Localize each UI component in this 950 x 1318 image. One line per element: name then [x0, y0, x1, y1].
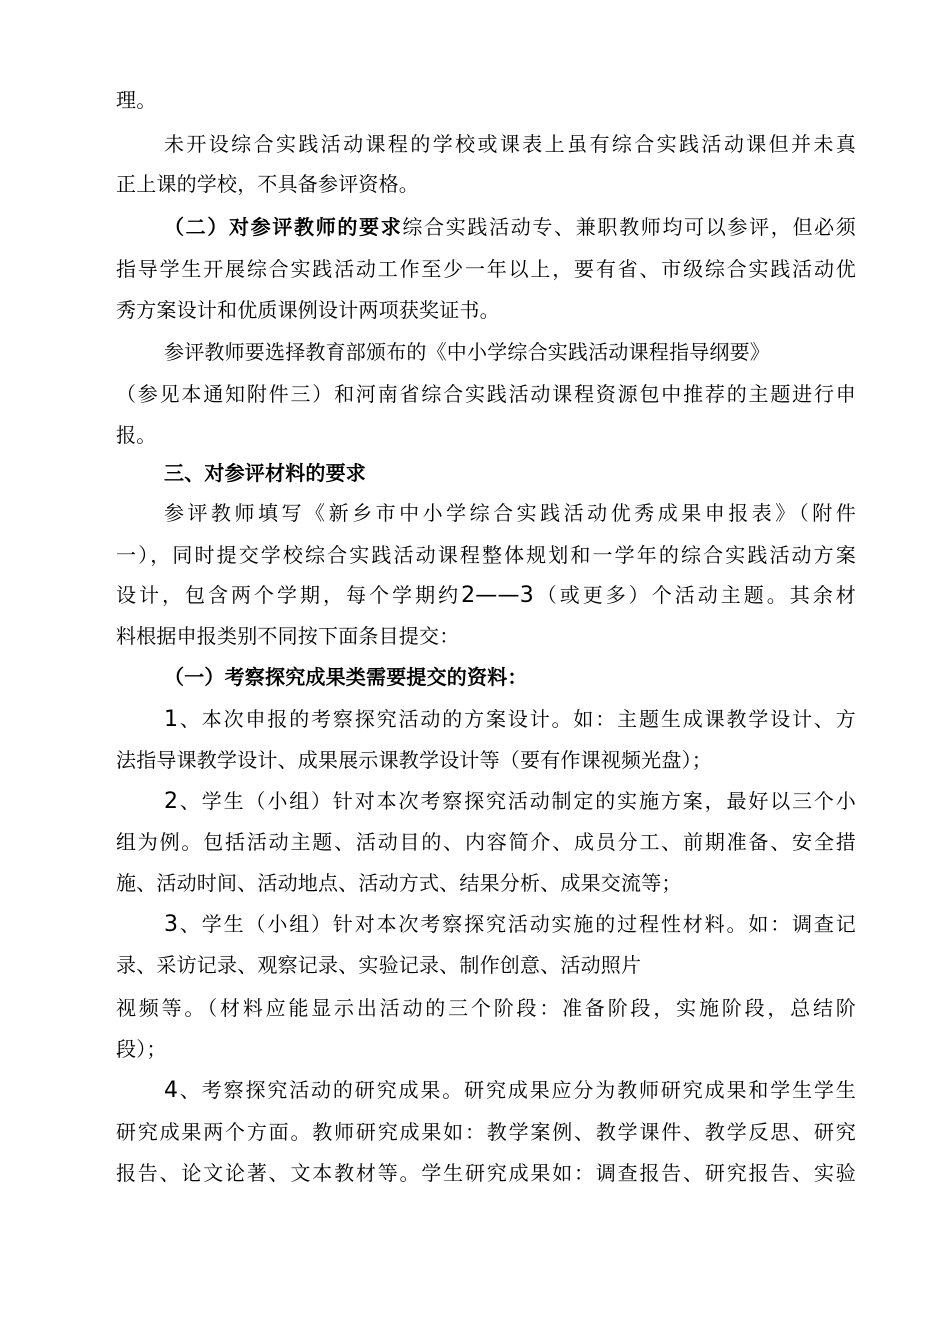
paragraph-line: 3、学生（小组）针对本次考察探究活动实施的过程性材料。如：调查记 [164, 912, 856, 937]
paragraph-line: 参评教师要选择教育部颁布的《中小学综合实践活动课程指导纲要》 [164, 340, 770, 364]
section-heading: 三、对参评材料的要求 [164, 461, 366, 485]
paragraph-line: 参评教师填写《新乡市中小学综合实践活动优秀成果申报表》（附件 [164, 501, 856, 525]
paragraph-line: 视频等。（材料应能显示出活动的三个阶段：准备阶段，实施阶段，总结阶 [116, 996, 856, 1020]
paragraph-line: （参见本通知附件三）和河南省综合实践活动课程资源包中推荐的主题进行申 [116, 382, 856, 406]
paragraph-line: 2、学生（小组）针对本次考察探究活动制定的实施方案，最好以三个小 [164, 789, 856, 814]
paragraph-line: （二）对参评教师的要求综合实践活动专、兼职教师均可以参评，但必须 [164, 215, 857, 239]
paragraph-line: 4、考察探究活动的研究成果。研究成果应分为教师研究成果和学生学生 [164, 1078, 856, 1103]
paragraph-line: 料根据申报类别不同按下面条目提交： [116, 624, 460, 648]
paragraph-line: 报告、论文论著、文本教材等。学生研究成果如：调查报告、研究报告、实验 [116, 1161, 856, 1185]
paragraph-line: 指导学生开展综合实践活动工作至少一年以上，要有省、市级综合实践活动优 [116, 257, 856, 281]
paragraph-line: 设计，包含两个学期，每个学期约2——3（或更多）个活动主题。其余材 [116, 583, 856, 608]
paragraph-line: 秀方案设计和优质课例设计两项获奖证书。 [116, 298, 500, 322]
paragraph-line: 研究成果两个方面。教师研究成果如：教学案例、教学课件、教学反思、研究 [116, 1120, 856, 1144]
paragraph-line: 录、采访记录、观察记录、实验记录、制作创意、活动照片 [116, 953, 642, 977]
paragraph-line: 段）； [116, 1037, 167, 1061]
subheading: （一）考察探究成果类需要提交的资料： [164, 665, 528, 689]
paragraph-line: 一），同时提交学校综合实践活动课程整体规划和一学年的综合实践活动方案 [116, 543, 856, 567]
paragraph-line: 组为例。包括活动主题、活动目的、内容简介、成员分工、前期准备、安全措 [116, 830, 856, 854]
paragraph-line: 法指导课教学设计、成果展示课教学设计等（要有作课视频光盘）； [116, 748, 712, 772]
paragraph-line: 施、活动时间、活动地点、活动方式、结果分析、成果交流等； [116, 871, 682, 895]
paragraph-line: 1、本次申报的考察探究活动的方案设计。如：主题生成课教学设计、方 [164, 707, 856, 732]
paragraph-line: 理。 [116, 88, 157, 112]
paragraph-line: 未开设综合实践活动课程的学校或课表上虽有综合实践活动课但并未真 [164, 132, 856, 156]
paragraph-line: 正上课的学校，不具备参评资格。 [116, 172, 419, 196]
subheading: （二）对参评教师的要求 [164, 215, 403, 239]
paragraph-line: 报。 [116, 423, 157, 447]
